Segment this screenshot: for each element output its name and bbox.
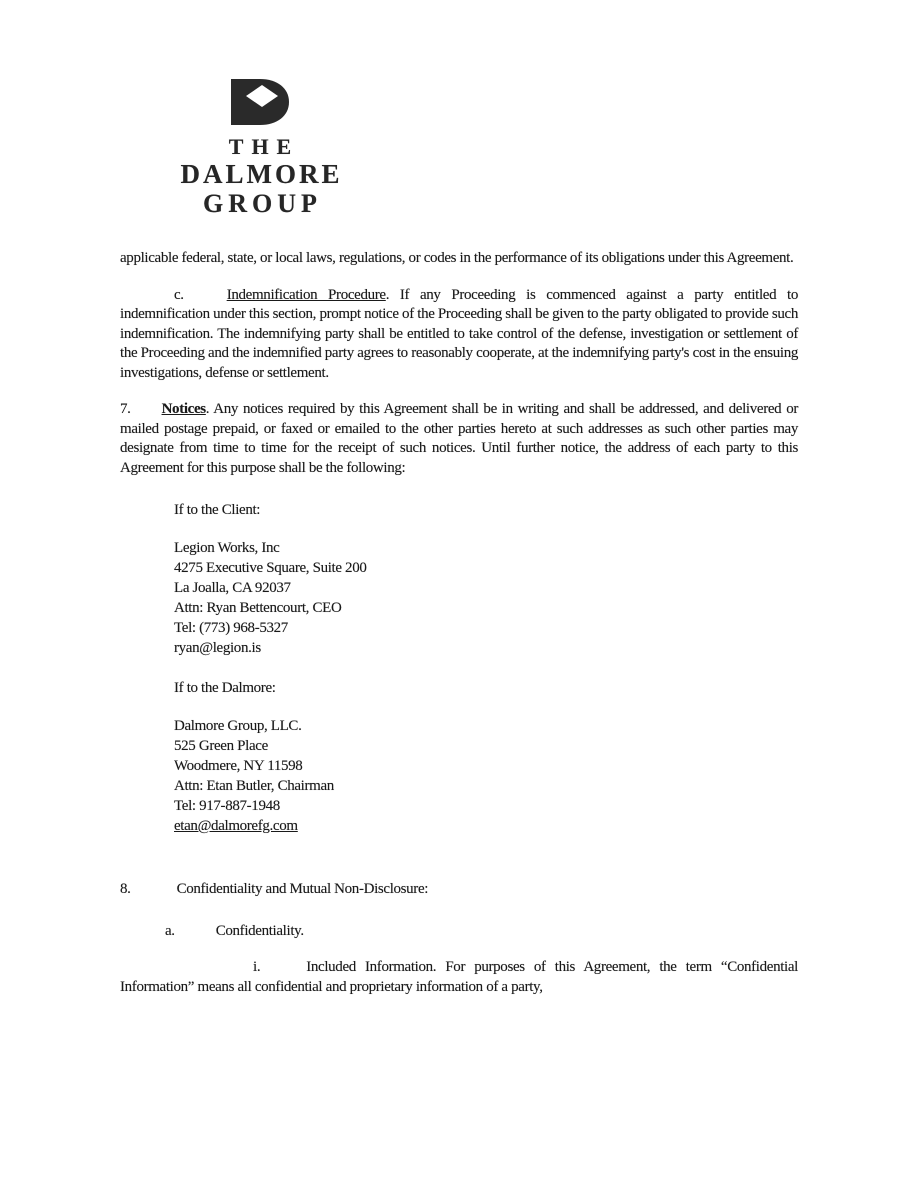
company-logo (148, 78, 372, 218)
document-body (120, 249, 798, 1014)
section-8-title: Confidentiality and Mutual Non-Disclosure: (176, 881, 429, 897)
clause-a-confidentiality (120, 922, 798, 942)
address-line-street: 525 Green Place (174, 738, 268, 754)
section-7-title: Notices (161, 401, 206, 417)
dalmore-address-block (120, 716, 798, 836)
address-line-tel: Tel: 917-887-1948 (174, 798, 280, 814)
client-address-block (120, 538, 798, 658)
section-8-confidentiality (120, 880, 798, 900)
clause-a-label: a. (165, 922, 175, 939)
clause-i-included-information (120, 958, 798, 997)
address-line-company: Dalmore Group, LLC. (174, 718, 302, 734)
address-line-city: La Joalla, CA 92037 (174, 580, 291, 596)
clause-i-label: i. (253, 959, 261, 975)
paragraph-continuation: applicable federal, state, or local laws, regulations, or codes in the performance of its obligations under this Agreement. (120, 250, 794, 266)
section-7-body: . Any notices required by this Agreement shall be in writing and shall be addressed, and delivered or mailed postage prepaid, or faxed or emailed to the other parties hereto at such addresses as such other parties may designate from time to time for the receipt of such notices. Until further notice, the address of each party to this Agreement for this purpose shall be the following: (120, 401, 798, 476)
logo-text-group: GROUP (203, 189, 322, 218)
section-8-number: 8. (120, 881, 131, 897)
logo-text-the: THE (228, 134, 300, 159)
address-line-attn: Attn: Ryan Bettencourt, CEO (174, 600, 342, 616)
clause-a-title: Confidentiality. (215, 922, 304, 939)
section-7-notices (120, 400, 798, 478)
address-line-email: ryan@legion.is (174, 640, 261, 656)
clause-c-indemnification-procedure (120, 286, 798, 384)
logo-text-dalmore: DALMORE (180, 159, 343, 189)
dalmore-notice-heading: If to the Dalmore: (174, 680, 276, 696)
dalmore-email: etan@dalmorefg.com (174, 818, 298, 834)
address-line-city: Woodmere, NY 11598 (174, 758, 303, 774)
clause-c-body: . If any Proceeding is commenced against a party entitled to indemnification under this section, prompt notice of the Proceeding shall be given to the party obligated to provide such indemnification. The indemnifying party shall be entitled to take control of the defense, investigation or settlement of the Proceeding and the indemnified party agrees to reasonably cooperate, at the indemnifying party's cost in the ensuing investigations, defense or settlement. (120, 286, 799, 381)
clause-c-title: Indemnification Procedure (226, 286, 386, 303)
address-line-attn: Attn: Etan Butler, Chairman (174, 778, 334, 794)
section-7-number: 7. (120, 401, 131, 417)
client-notice-heading: If to the Client: (174, 502, 261, 518)
address-line-company: Legion Works, Inc (174, 540, 280, 556)
address-line-street: 4275 Executive Square, Suite 200 (174, 560, 367, 576)
address-line-tel: Tel: (773) 968-5327 (174, 620, 288, 636)
dalmore-d-monogram-icon (229, 78, 291, 126)
clause-c-label: c. (174, 286, 184, 303)
clause-i-text: Included Information. For purposes of this Agreement, the term “Confidential Information” means all confidential and proprietary information of a party, (120, 959, 798, 995)
